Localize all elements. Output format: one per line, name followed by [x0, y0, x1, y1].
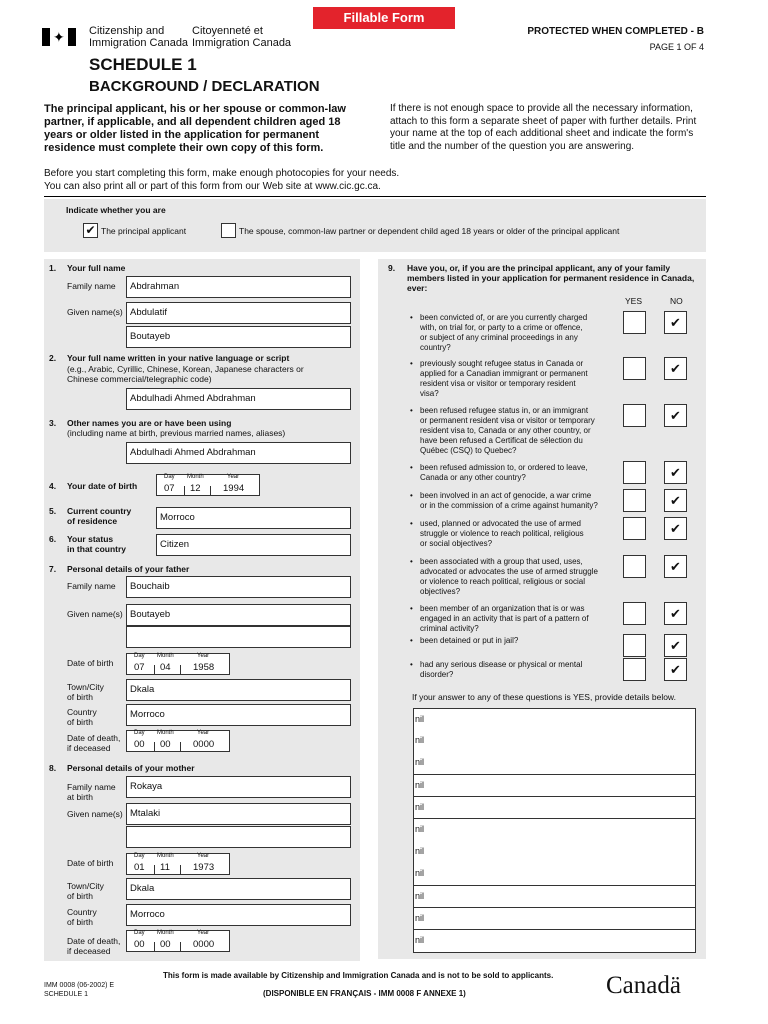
q7-father-given-name-field-1[interactable]: Boutayeb — [126, 604, 351, 626]
father-dod-year: 0000 — [193, 739, 215, 750]
q9-title — [407, 263, 707, 293]
bullet-icon: • — [410, 660, 413, 669]
q5-title-line-2: of residence — [67, 516, 118, 526]
mother-dod-year: 0000 — [193, 939, 215, 950]
canada-flag-icon: ✦ — [42, 28, 76, 46]
q9-question-text: been detained or put in jail? — [420, 636, 519, 645]
footer-french-note: (DISPONIBLE EN FRANÇAIS - IMM 0008 F ANNEXE 1) — [263, 989, 466, 998]
indicate-label: Indicate whether you are — [66, 205, 166, 215]
bullet-icon: • — [410, 463, 413, 472]
q8-mother-family-name-field[interactable]: Rokaya — [126, 776, 351, 798]
q9-question-text: had any serious disease or physical or mental — [420, 660, 583, 669]
q9-question-text: previously sought refugee status in Canada or — [420, 359, 584, 368]
page-number: PAGE 1 OF 4 — [649, 42, 704, 52]
q9-yes-checkbox[interactable] — [623, 517, 646, 540]
schedule-label: SCHEDULE 1 — [44, 991, 88, 998]
q9-no-checkbox[interactable]: ✔ — [664, 517, 687, 540]
day-caption: Day — [134, 930, 145, 936]
q9-yes-checkbox[interactable] — [623, 658, 646, 681]
agency-name-en — [89, 25, 188, 49]
q9-number: 9. — [388, 263, 396, 273]
q9-question-text: have been refused a Certificat de sélection du — [420, 436, 583, 445]
photocopy-note-line-1: Before you start completing this form, make enough photocopies for your needs. — [44, 168, 400, 179]
q8-mother-dob-field[interactable] — [126, 853, 230, 875]
page-title: SCHEDULE 1 — [89, 55, 197, 74]
q8-given-label: Given name(s) — [67, 809, 123, 819]
q8-country-label-line-1: Country — [67, 907, 97, 917]
father-dob-year: 1958 — [193, 662, 215, 673]
q9-details-line[interactable]: nil — [413, 841, 696, 864]
q9-yes-checkbox[interactable] — [623, 489, 646, 512]
q9-yes-checkbox[interactable] — [623, 555, 646, 578]
day-caption: Day — [134, 730, 145, 736]
q3-number: 3. — [49, 418, 57, 428]
bullet-icon: • — [410, 359, 413, 368]
q9-no-checkbox[interactable]: ✔ — [664, 489, 687, 512]
bullet-icon: • — [410, 491, 413, 500]
q9-question-text: or subject of any criminal proceedings in any — [420, 333, 578, 342]
q9-no-checkbox[interactable]: ✔ — [664, 311, 687, 334]
day-caption: Day — [164, 474, 175, 480]
q9-question-text: been convicted of, or are you currently charged — [420, 313, 588, 322]
q7-father-country-field[interactable]: Morroco — [126, 704, 351, 726]
principal-applicant-label: The principal applicant — [101, 226, 187, 236]
q9-details-line[interactable]: nil — [413, 908, 696, 931]
q9-yes-checkbox[interactable] — [623, 404, 646, 427]
q8-dod-label — [67, 936, 120, 956]
q9-title-line-1: Have you, or, if you are the principal applicant, any of your family — [407, 263, 671, 273]
q9-question-text: been involved in an act of genocide, a war crime — [420, 491, 592, 500]
q1-given-name-field-2[interactable]: Boutayeb — [126, 326, 351, 348]
q9-question-text: advocated or advocates the use of armed struggle — [420, 567, 598, 576]
father-dod-month: 00 — [160, 739, 171, 750]
father-dob-month: 04 — [160, 662, 171, 673]
q6-title — [67, 534, 126, 554]
q7-given-label: Given name(s) — [67, 609, 123, 619]
q9-details-line[interactable]: nil — [413, 863, 696, 886]
q9-question-text: struggle or violence to reach political, religious — [420, 529, 584, 538]
q1-family-name-field[interactable]: Abdrahman — [126, 276, 351, 298]
photocopy-note — [44, 168, 399, 193]
month-caption: Month — [187, 474, 204, 480]
q9-question-text: been refused refugee status in, or an immigrant — [420, 406, 589, 415]
q9-yes-header: YES — [625, 296, 643, 306]
mother-dod-day: 00 — [134, 939, 145, 950]
father-dob-day: 07 — [134, 662, 145, 673]
bullet-icon: • — [410, 604, 413, 613]
q9-no-checkbox[interactable]: ✔ — [664, 602, 687, 625]
q9-question-text: been member of an organization that is or was — [420, 604, 585, 613]
q9-title-line-2: members listed in your application for permanent residence in Canada, — [407, 273, 695, 283]
intro-extra-space-note: If there is not enough space to provide all the necessary information, attach to this form a separate sheet of paper with further details. Print your name at the top of each additional sheet and indicate the form's title and the number of the question you are answering. — [390, 103, 697, 152]
q8-mother-town-field[interactable]: Dkala — [126, 878, 351, 900]
q7-father-family-name-field[interactable]: Bouchaib — [126, 576, 351, 598]
q1-title: Your full name — [67, 263, 126, 273]
q6-title-line-2: in that country — [67, 544, 127, 554]
q9-question-text: been refused admission to, or ordered to leave, — [420, 463, 588, 472]
agency-fr-line-2: Immigration Canada — [192, 37, 292, 49]
q9-details-line[interactable]: nil — [413, 708, 696, 731]
bullet-icon: • — [410, 406, 413, 415]
q9-no-checkbox[interactable]: ✔ — [664, 634, 687, 657]
q9-yes-checkbox[interactable] — [623, 461, 646, 484]
father-dod-day: 00 — [134, 739, 145, 750]
q1-given-label: Given name(s) — [67, 307, 123, 317]
dob-day: 07 — [164, 483, 175, 494]
q4-title: Your date of birth — [67, 481, 138, 491]
q9-no-checkbox[interactable]: ✔ — [664, 404, 687, 427]
q8-town-label-line-1: Town/City — [67, 881, 104, 891]
bullet-icon: • — [410, 636, 413, 645]
q9-question-text: or social objectives? — [420, 539, 493, 548]
q9-question-text: applied for a Canadian immigrant or permanent — [420, 369, 588, 378]
q9-no-checkbox[interactable]: ✔ — [664, 357, 687, 380]
form-id: IMM 0008 (06-2002) E — [44, 982, 115, 989]
q9-details-line[interactable]: nil — [413, 752, 696, 775]
q9-no-checkbox[interactable]: ✔ — [664, 461, 687, 484]
q2-native-name-field[interactable]: Abdulhadi Ahmed Abdrahman — [126, 388, 351, 410]
q2-note-2: Chinese commercial/telegraphic code) — [67, 374, 212, 384]
q8-mother-given-name-field-1[interactable]: Mtalaki — [126, 803, 351, 825]
bullet-icon: • — [410, 519, 413, 528]
day-caption: Day — [134, 653, 145, 659]
month-caption: Month — [157, 653, 174, 659]
year-caption: Year — [227, 474, 240, 480]
q7-father-town-field[interactable]: Dkala — [126, 679, 351, 701]
q9-question-text: country? — [420, 343, 451, 352]
q7-title: Personal details of your father — [67, 564, 190, 574]
q9-yes-checkbox[interactable] — [623, 634, 646, 657]
bullet-icon: • — [410, 313, 413, 322]
q9-no-checkbox[interactable]: ✔ — [664, 658, 687, 681]
q9-yes-checkbox[interactable] — [623, 311, 646, 334]
q4-number: 4. — [49, 481, 57, 491]
q7-family-label: Family name — [67, 581, 116, 591]
q8-dod-label-line-2: if deceased — [67, 946, 111, 956]
q9-details-line[interactable]: nil — [413, 775, 696, 798]
q8-country-label-line-2: of birth — [67, 917, 93, 927]
q9-question-text: criminal activity? — [420, 624, 479, 633]
q7-country-label-line-2: of birth — [67, 717, 93, 727]
q9-details-line[interactable]: nil — [413, 730, 696, 753]
bullet-icon: • — [410, 557, 413, 566]
q2-title: Your full name written in your native language or script — [67, 353, 290, 363]
q9-question-text: disorder? — [420, 670, 454, 679]
agency-en-line-2: Immigration Canada — [89, 37, 189, 49]
q5-number: 5. — [49, 506, 57, 516]
q9-question-text: or in the commission of a crime against humanity? — [420, 501, 598, 510]
q9-question-text: resident visa to, Canada or any other country, or — [420, 426, 591, 435]
q9-question-text: objectives? — [420, 587, 461, 596]
year-caption: Year — [197, 853, 210, 859]
q9-question-text: or permanent resident visa or visitor or temporary — [420, 416, 595, 425]
q9-question-text: engaged in an activity that is part of a pattern of — [420, 614, 589, 623]
protected-label: PROTECTED WHEN COMPLETED - B — [527, 26, 704, 37]
mother-dob-day: 01 — [134, 862, 145, 873]
q9-details-line[interactable]: nil — [413, 886, 696, 909]
q8-family-label-line-2: at birth — [67, 792, 93, 802]
q1-family-label: Family name — [67, 281, 116, 291]
q8-dob-label: Date of birth — [67, 858, 114, 868]
footer-notice: This form is made available by Citizenship and Immigration Canada and is not to be sold to applicants. — [163, 971, 554, 980]
q8-mother-date-of-death-field[interactable] — [126, 930, 230, 952]
q7-dod-label-line-1: Date of death, — [67, 733, 121, 743]
q1-given-name-field-1[interactable]: Abdulatif — [126, 302, 351, 324]
dob-year: 1994 — [223, 483, 245, 494]
q7-town-label-line-1: Town/City — [67, 682, 104, 692]
q9-yes-checkbox[interactable] — [623, 602, 646, 625]
q3-other-names-field[interactable]: Abdulhadi Ahmed Abdrahman — [126, 442, 351, 464]
mother-dod-month: 00 — [160, 939, 171, 950]
q8-town-label-line-2: of birth — [67, 891, 93, 901]
q9-details-line[interactable]: nil — [413, 819, 696, 842]
q6-status-field[interactable]: Citizen — [156, 534, 351, 556]
q8-mother-given-name-field-2[interactable] — [126, 826, 351, 848]
mother-dob-year: 1973 — [193, 862, 215, 873]
q3-note: (including name at birth, previous married names, aliases) — [67, 428, 286, 438]
q8-town-label — [67, 881, 104, 901]
q7-country-label — [67, 707, 97, 727]
q7-father-given-name-field-2[interactable] — [126, 626, 351, 648]
q9-title-line-3: ever: — [407, 283, 428, 293]
q7-father-date-of-death-field[interactable] — [126, 730, 230, 752]
q7-dod-label-line-2: if deceased — [67, 743, 111, 753]
q5-title-line-1: Current country — [67, 506, 132, 516]
photocopy-note-line-2: You can also print all or part of this form from our Web site at www.cic.gc.ca. — [44, 180, 381, 192]
year-caption: Year — [197, 653, 210, 659]
q7-country-label-line-1: Country — [67, 707, 97, 717]
q9-question-text: used, planned or advocated the use of armed — [420, 519, 581, 528]
q9-question-text: Québec (CSQ) to Quebec? — [420, 446, 517, 455]
q5-country-of-residence-field[interactable]: Morroco — [156, 507, 351, 529]
q6-title-line-1: Your status — [67, 534, 114, 544]
q8-country-label — [67, 907, 97, 927]
q9-question-text: with, on trial for, or party to a crime or offence, — [420, 323, 583, 332]
year-caption: Year — [197, 730, 210, 736]
intro-instructions: The principal applicant, his or her spouse or common-law partner, if applicable, and all dependent children aged 18 years or older listed in the application for permanent residence must complete their own copy of this form. — [44, 103, 346, 154]
family-member-checkbox[interactable] — [221, 223, 236, 238]
q4-date-of-birth-field[interactable] — [156, 474, 260, 496]
agency-fr-line-1: Citoyenneté et — [192, 25, 263, 37]
q9-question-text: been associated with a group that used, uses, — [420, 557, 583, 566]
q7-town-label — [67, 682, 104, 702]
fillable-form-badge: Fillable Form — [313, 7, 455, 29]
mother-dob-month: 11 — [160, 862, 170, 873]
q9-question-text: resident visa or visitor or temporary resident — [420, 379, 576, 388]
month-caption: Month — [157, 853, 174, 859]
q8-dod-label-line-1: Date of death, — [67, 936, 121, 946]
agency-name-fr — [192, 25, 291, 49]
q5-title — [67, 506, 131, 526]
page-subtitle: BACKGROUND / DECLARATION — [89, 78, 320, 95]
canada-wordmark: Canadä — [606, 972, 681, 999]
dob-month: 12 — [190, 483, 201, 494]
q6-number: 6. — [49, 534, 57, 544]
day-caption: Day — [134, 853, 145, 859]
q2-note-1: (e.g., Arabic, Cyrillic, Chinese, Korean, Japanese characters or — [67, 364, 304, 374]
q7-number: 7. — [49, 564, 57, 574]
month-caption: Month — [157, 930, 174, 936]
family-member-label: The spouse, common-law partner or dependent child aged 18 years or older of the principal applicant — [239, 226, 620, 236]
q7-dod-label — [67, 733, 120, 753]
q7-town-label-line-2: of birth — [67, 692, 93, 702]
q9-no-checkbox[interactable]: ✔ — [664, 555, 687, 578]
q8-mother-country-field[interactable]: Morroco — [126, 904, 351, 926]
q9-question-text: or violence to reach political, religious or social — [420, 577, 585, 586]
q9-no-header: NO — [670, 296, 683, 306]
q8-title: Personal details of your mother — [67, 763, 195, 773]
q7-dob-label: Date of birth — [67, 658, 114, 668]
divider — [44, 196, 706, 197]
agency-en-line-1: Citizenship and — [89, 25, 165, 37]
q9-question-text: Canada or any other country? — [420, 473, 526, 482]
q8-family-label-line-1: Family name — [67, 782, 116, 792]
q2-number: 2. — [49, 353, 57, 363]
q9-yes-checkbox[interactable] — [623, 357, 646, 380]
q9-details-line[interactable]: nil — [413, 930, 696, 953]
q8-number: 8. — [49, 763, 57, 773]
q7-father-dob-field[interactable] — [126, 653, 230, 675]
q3-title: Other names you are or have been using — [67, 418, 232, 428]
q1-number: 1. — [49, 263, 57, 273]
principal-applicant-checkbox[interactable]: ✔ — [83, 223, 98, 238]
q9-details-line[interactable]: nil — [413, 797, 696, 820]
year-caption: Year — [197, 930, 210, 936]
q9-details-prompt: If your answer to any of these questions is YES, provide details below. — [412, 692, 676, 702]
month-caption: Month — [157, 730, 174, 736]
q9-question-text: visa? — [420, 389, 439, 398]
q8-family-label — [67, 782, 116, 802]
